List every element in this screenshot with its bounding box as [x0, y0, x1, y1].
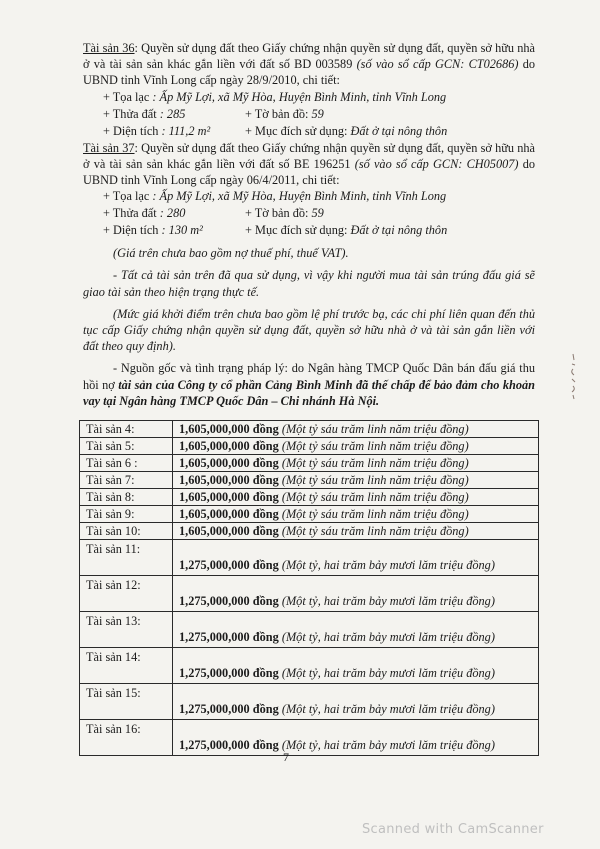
price-amount: 1,275,000,000 đồng: [179, 666, 279, 680]
asset-36-parcel-row: [103, 106, 535, 123]
price-amount-in-words: (Một tỷ, hai trăm bảy mươi lăm triệu đồng): [281, 630, 495, 644]
asset-37-purpose-value: Đất ở tại nông thôn: [350, 223, 448, 238]
asset-37-location-value: : Ấp Mỹ Lợi, xã Mỹ Hòa, Huyện Bình Minh, tỉnh Vĩnh Long: [152, 189, 447, 204]
price-row-asset-name: Tài sản 4:: [80, 421, 173, 438]
price-row-value: [173, 438, 539, 455]
price-row-asset-name: Tài sản 8:: [80, 489, 173, 506]
price-row: [80, 506, 539, 523]
price-amount: 1,605,000,000 đồng: [179, 523, 279, 538]
asset-36-map-value: 59: [311, 106, 324, 121]
price-row-asset-name: Tài sản 11:: [80, 540, 173, 576]
price-row-asset-name: Tài sản 15:: [80, 684, 173, 720]
asset-36-area-value: : 111,2 m²: [161, 123, 211, 138]
asset-37-area-value: : 130 m²: [161, 223, 203, 238]
asset-36-map-label: + Tờ bản đồ:: [245, 106, 309, 121]
price-amount: 1,275,000,000 đồng: [179, 558, 279, 572]
asset-37-area-label: + Diện tích: [103, 223, 159, 238]
price-amount: 1,275,000,000 đồng: [179, 630, 279, 644]
asset-37-purpose-label: + Mục đích sử dụng:: [245, 223, 348, 238]
legal-origin: [83, 360, 535, 409]
price-amount-in-words: (Một tỷ, hai trăm bảy mươi lăm triệu đồng): [281, 702, 495, 716]
price-amount-in-words: (Một tỷ sáu trăm linh năm triệu đồng): [281, 438, 469, 453]
price-row: [80, 540, 539, 576]
asset-36-label: Tài sản 36: [83, 41, 135, 55]
price-amount: 1,275,000,000 đồng: [179, 594, 279, 608]
asset-37-location-row: [103, 188, 535, 205]
price-row: [80, 684, 539, 720]
price-amount-in-words: (Một tỷ sáu trăm linh năm triệu đồng): [281, 523, 469, 538]
price-row: [80, 648, 539, 684]
asset-36-purpose-value: Đất ở tại nông thôn: [350, 123, 448, 138]
asset-37-map-value: 59: [311, 206, 324, 221]
price-amount: 1,605,000,000 đồng: [179, 421, 279, 436]
vat-note: (Giá trên chưa bao gồm nợ thuế phí, thuế VAT).: [113, 246, 349, 261]
asset-36-area-row: [103, 123, 535, 140]
price-row-asset-name: Tài sản 16:: [80, 720, 173, 756]
price-amount-in-words: (Một tỷ sáu trăm linh năm triệu đồng): [281, 455, 469, 470]
price-amount: 1,605,000,000 đồng: [179, 438, 279, 453]
starting-price-table: [79, 420, 539, 756]
legal-origin-intro: - Nguồn gốc và tình trạng pháp lý: do Ngân hàng TMCP Quốc Dân bán đấu giá thu hồi nợ: [83, 361, 535, 392]
asset-36-purpose-label: + Mục đích sử dụng:: [245, 123, 348, 138]
price-row: [80, 612, 539, 648]
asset-37-label: Tài sản 37: [83, 140, 135, 155]
asset-37-parcel-label: + Thửa đất: [103, 206, 157, 221]
page-number: 7: [283, 750, 289, 764]
price-row-value: [173, 648, 539, 684]
asset-36-cert-note: (số vào sổ cấp GCN: CT02686): [356, 57, 519, 72]
legal-origin-collateral: tài sản của Công ty cổ phần Cảng Bình Minh đã thế chấp để bảo đảm cho khoản vay tại Ngân hàng TMCP Quốc Dân – Chi nhánh Hà Nội.: [83, 377, 535, 408]
asset-36-description: : Quyền sử dụng đất theo Giấy chứng nhận quyền sử dụng đất, quyền sở hữu nhà ở và tài sản sản khác gắn liền với đất số BD 003589: [83, 41, 536, 72]
asset-37-area-row: [103, 222, 535, 239]
asset-37-issuer: do UBND tỉnh Vĩnh Long cấp ngày 06/4/2011, chi tiết:: [83, 156, 535, 187]
asset-36-location-row: [103, 89, 535, 106]
asset-37-cert-note: (số vào sổ cấp GCN: CH05007): [354, 156, 519, 171]
price-amount: 1,275,000,000 đồng: [179, 702, 279, 716]
asset-36-issuer: do UBND tỉnh Vĩnh Long cấp ngày 28/9/2010, chi tiết:: [83, 57, 535, 88]
price-row-asset-name: Tài sản 7:: [80, 472, 173, 489]
price-row-value: [173, 523, 539, 540]
price-amount: 1,605,000,000 đồng: [179, 506, 279, 521]
price-row-asset-name: Tài sản 9:: [80, 506, 173, 523]
price-amount: 1,275,000,000 đồng: [179, 738, 279, 752]
price-amount-in-words: (Một tỷ, hai trăm bảy mươi lăm triệu đồng): [281, 666, 495, 680]
asset-37-location-label: + Tọa lạc: [103, 189, 150, 204]
price-amount-in-words: (Một tỷ sáu trăm linh năm triệu đồng): [281, 506, 469, 521]
price-row: [80, 438, 539, 455]
price-row-value: [173, 720, 539, 756]
price-row: [80, 576, 539, 612]
price-amount-in-words: (Một tỷ sáu trăm linh năm triệu đồng): [281, 421, 469, 436]
price-row-asset-name: Tài sản 12:: [80, 576, 173, 612]
price-row-asset-name: Tài sản 6 :: [80, 455, 173, 472]
asset-37-heading: [83, 140, 535, 189]
asset-36-parcel-value: : 285: [159, 106, 186, 121]
asset-36-parcel-label: + Thửa đất: [103, 106, 157, 121]
price-row-value: [173, 612, 539, 648]
price-row: [80, 472, 539, 489]
asset-37-map-label: + Tờ bản đồ:: [245, 206, 309, 221]
price-row-asset-name: Tài sản 13:: [80, 612, 173, 648]
asset-36-location-label: + Tọa lạc: [103, 89, 150, 104]
price-amount-in-words: (Một tỷ sáu trăm linh năm triệu đồng): [281, 472, 469, 487]
price-row-value: [173, 576, 539, 612]
price-row-asset-name: Tài sản 5:: [80, 438, 173, 455]
price-row-value: [173, 489, 539, 506]
asset-37-parcel-row: [103, 205, 535, 222]
price-row-value: [173, 472, 539, 489]
price-row: [80, 455, 539, 472]
price-row: [80, 421, 539, 438]
asset-36-heading: [83, 40, 535, 89]
price-row-asset-name: Tài sản 14:: [80, 648, 173, 684]
price-amount: 1,605,000,000 đồng: [179, 455, 279, 470]
price-amount: 1,605,000,000 đồng: [179, 489, 279, 504]
page-body: [83, 40, 535, 409]
price-amount-in-words: (Một tỷ sáu trăm linh năm triệu đồng): [281, 489, 469, 504]
price-row-value: [173, 506, 539, 523]
fee-note: (Mức giá khởi điểm trên chưa bao gồm lệ phí trước bạ, các chi phí liên quan đến thủ tục cấp Giấy chứng nhận quyền sử dụng đất, quyền sở hữu nhà ở và tài sản gắn liền với đất theo quy định).: [83, 306, 535, 354]
asset-37-description: : Quyền sử dụng đất theo Giấy chứng nhận quyền sử dụng đất, quyền sở hữu nhà ở và tài sản sản khác gắn liền với đất số BE 196251: [83, 140, 536, 171]
price-amount-in-words: (Một tỷ, hai trăm bảy mươi lăm triệu đồng): [281, 594, 495, 608]
asset-36-area-label: + Diện tích: [103, 123, 159, 138]
price-row-value: [173, 540, 539, 576]
asset-36-location-value: : Ấp Mỹ Lợi, xã Mỹ Hòa, Huyện Bình Minh, tỉnh Vĩnh Long: [152, 89, 447, 104]
price-amount: 1,605,000,000 đồng: [179, 472, 279, 487]
usage-note: - Tất cả tài sản trên đã qua sử dụng, vì vậy khi người mua tài sản trúng đấu giá sẽ giao tài sản theo hiện trạng thực tế.: [83, 268, 535, 299]
asset-37-parcel-value: : 280: [159, 206, 186, 221]
price-row: [80, 489, 539, 506]
price-row: [80, 720, 539, 756]
price-row-value: [173, 455, 539, 472]
scanner-watermark: Scanned with CamScanner: [362, 822, 544, 837]
price-row: [80, 523, 539, 540]
price-row-value: [173, 684, 539, 720]
price-amount-in-words: (Một tỷ, hai trăm bảy mươi lăm triệu đồng): [281, 738, 495, 752]
price-row-value: [173, 421, 539, 438]
price-amount-in-words: (Một tỷ, hai trăm bảy mươi lăm triệu đồng): [281, 558, 495, 572]
price-row-asset-name: Tài sản 10:: [80, 523, 173, 540]
margin-handwriting-mark: [566, 352, 580, 400]
